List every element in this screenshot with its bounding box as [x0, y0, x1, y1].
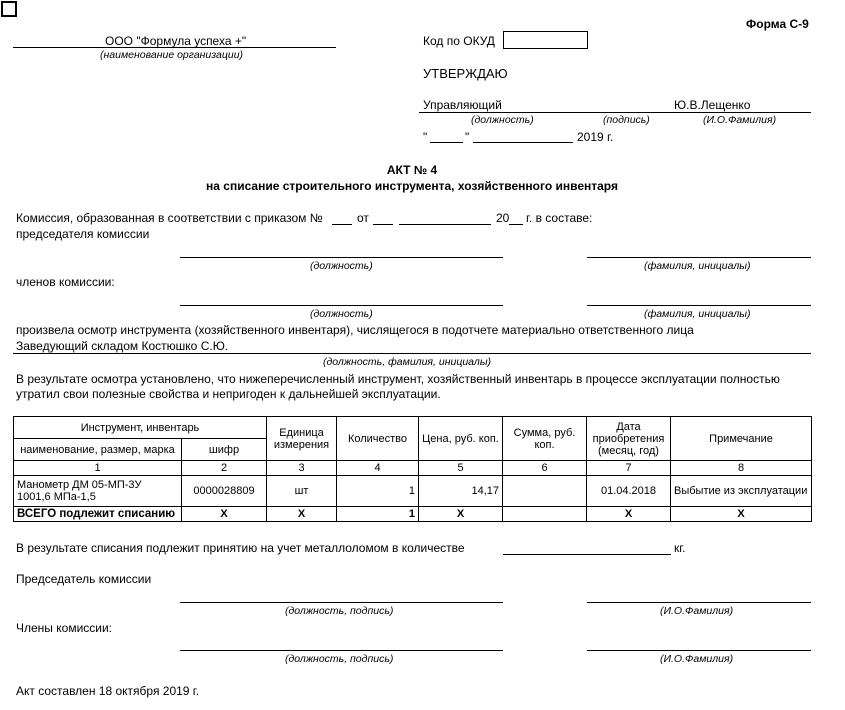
writeoff-table: [13, 416, 812, 522]
approve-date-quote-open: ": [423, 130, 428, 144]
total-sum: [503, 507, 587, 522]
header-unit: Единица измерения: [267, 417, 337, 461]
chairman-cap-position: (должность): [310, 260, 373, 272]
col-num-3: 3: [267, 461, 337, 476]
commission-suffix: г. в составе:: [526, 211, 593, 225]
responsible-person-caption: (должность, фамилия, инициалы): [323, 356, 492, 368]
form-label: Форма С-9: [746, 17, 809, 31]
cell-unit: шт: [267, 476, 337, 507]
approve-line: [419, 112, 811, 113]
act-title: АКТ № 4: [386, 163, 438, 177]
table-row: [14, 476, 812, 507]
col-num-8: 8: [671, 461, 812, 476]
cell-sum: [503, 476, 587, 507]
responsible-person: Заведующий складом Костюшко С.Ю.: [16, 339, 229, 353]
sign-members-fio-line: [587, 650, 811, 651]
chairman-label: председателя комиссии: [16, 227, 150, 241]
members-label: членов комиссии:: [16, 275, 115, 289]
sign-chairman-pos-line: [180, 602, 503, 603]
approve-position: Управляющий: [423, 98, 502, 112]
members-cap-position: (должность): [310, 308, 373, 320]
approve-date-day-line: [430, 142, 463, 143]
result-text-line1: В результате осмотра установлено, что нижеперечисленный инструмент, хозяйственный инвентарь в процессе эксплуатации полностью: [16, 372, 780, 386]
okud-label: Код по ОКУД: [423, 34, 495, 48]
approve-cap-sign: (подпись): [603, 114, 650, 126]
total-qty: 1: [337, 507, 419, 522]
approve-date-month-line: [473, 142, 573, 143]
header-tool: Инструмент, инвентарь: [14, 417, 267, 439]
header-date: Дата приобретения (месяц, год): [587, 417, 671, 461]
header-note: Примечание: [671, 417, 812, 461]
cell-name: Манометр ДМ 05-МП-3У 1001,6 МПа-1,5: [14, 476, 182, 507]
corner-box: [1, 1, 17, 17]
scrap-unit: кг.: [674, 541, 686, 555]
sign-chairman-cap-fio: (И.О.Фамилия): [660, 605, 734, 617]
result-text-line2: утратил свои полезные свойства и непригоден к дальнейшей эксплуатации.: [16, 387, 441, 401]
scrap-amount-line: [503, 554, 671, 555]
scrap-text: В результате списания подлежит принятию на учет металлоломом в количестве: [16, 541, 465, 555]
col-num-1: 1: [14, 461, 182, 476]
total-unit: Х: [267, 507, 337, 522]
okud-field[interactable]: [503, 31, 588, 49]
col-num-6: 6: [503, 461, 587, 476]
inspection-text: произвела осмотр инструмента (хозяйственного инвентаря), числящегося в подотчете материально ответственного лица: [16, 323, 694, 337]
header-qty: Количество: [337, 417, 419, 461]
cell-code: 0000028809: [182, 476, 267, 507]
col-num-4: 4: [337, 461, 419, 476]
commission-from: от: [357, 211, 369, 225]
act-subtitle: на списание строительного инструмента, хозяйственного инвентаря: [206, 179, 618, 193]
cell-qty: 1: [337, 476, 419, 507]
header-price: Цена, руб. коп.: [419, 417, 503, 461]
sign-members-cap-pos: (должность, подпись): [285, 653, 394, 665]
order-number-line: [332, 224, 352, 225]
members-fio-line: [587, 305, 811, 306]
cell-price: 14,17: [419, 476, 503, 507]
commission-year-prefix: 20: [496, 211, 510, 225]
org-line: [13, 47, 336, 48]
total-label: ВСЕГО подлежит списанию: [14, 507, 182, 522]
approve-cap-position: (должность): [471, 114, 534, 126]
total-price: Х: [419, 507, 503, 522]
col-num-2: 2: [182, 461, 267, 476]
members-cap-fio: (фамилия, инициалы): [644, 308, 751, 320]
order-day-line: [373, 224, 393, 225]
order-year-line: [509, 224, 523, 225]
commission-intro: Комиссия, образованная в соответствии с приказом №: [16, 211, 323, 225]
total-code: Х: [182, 507, 267, 522]
header-name: наименование, размер, марка: [14, 439, 182, 461]
cell-date: 01.04.2018: [587, 476, 671, 507]
sign-chairman-label: Председатель комиссии: [16, 572, 152, 586]
header-code: шифр: [182, 439, 267, 461]
sign-chairman-cap-pos: (должность, подпись): [285, 605, 394, 617]
org-caption: (наименование организации): [100, 49, 244, 61]
sign-members-label: Члены комиссии:: [16, 621, 113, 635]
approve-date-year: 2019 г.: [577, 130, 614, 144]
approve-fio: Ю.В.Лещенко: [674, 98, 751, 112]
cell-note: Выбытие из эксплуатации: [671, 476, 812, 507]
chairman-fio-line: [587, 257, 811, 258]
responsible-person-line: [13, 353, 811, 354]
total-note: Х: [671, 507, 812, 522]
table-total-row: [14, 507, 812, 522]
order-month-line: [399, 224, 491, 225]
members-position-line: [180, 305, 503, 306]
col-num-7: 7: [587, 461, 671, 476]
approve-title: УТВЕРЖДАЮ: [423, 66, 508, 81]
col-num-5: 5: [419, 461, 503, 476]
org-name: ООО "Формула успеха +": [105, 34, 247, 48]
approve-date-quote-close: ": [465, 130, 470, 144]
footer-date: Акт составлен 18 октября 2019 г.: [16, 684, 200, 698]
sign-members-cap-fio: (И.О.Фамилия): [660, 653, 734, 665]
chairman-position-line: [180, 257, 503, 258]
total-date: Х: [587, 507, 671, 522]
sign-chairman-fio-line: [587, 602, 811, 603]
approve-cap-fio: (И.О.Фамилия): [703, 114, 777, 126]
sign-members-pos-line: [180, 650, 503, 651]
header-sum: Сумма, руб. коп.: [503, 417, 587, 461]
chairman-cap-fio: (фамилия, инициалы): [644, 260, 751, 272]
